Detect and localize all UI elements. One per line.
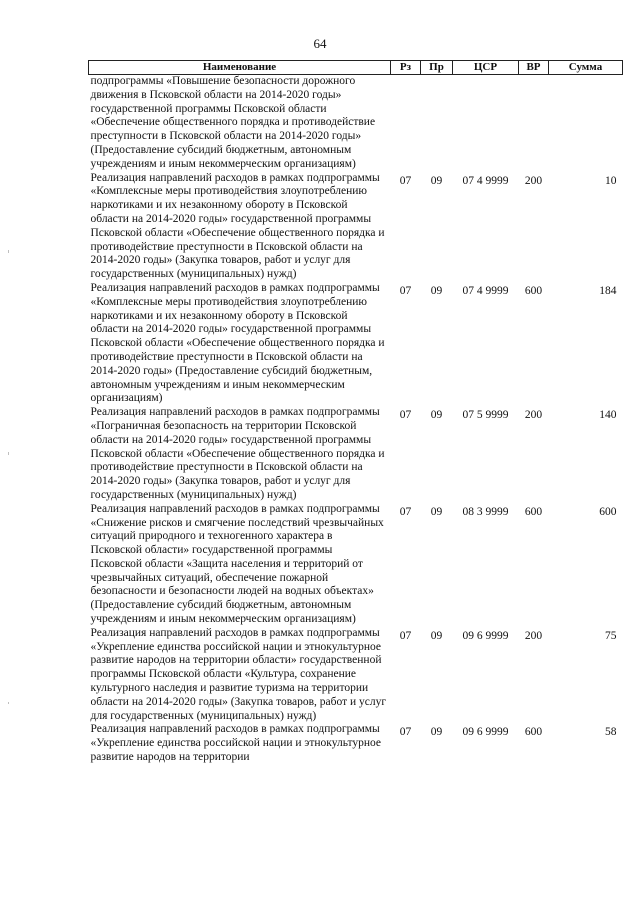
row-vr-cell: 200 bbox=[524, 629, 543, 642]
table-row bbox=[89, 75, 623, 172]
row-pr-cell: 09 bbox=[430, 284, 443, 297]
row-sum-cell: 184 bbox=[599, 284, 617, 297]
row-rz-cell: 07 bbox=[399, 629, 412, 642]
row-vr-cell: 600 bbox=[524, 284, 543, 297]
row-name-cell: Реализация направлений расходов в рамках подпрограммы «Снижение рисков и смягчение последствий чрезвычайных ситуаций природного и техногенного характера в Псковской области» государственной программы Псковской области «Защита населения и территорий от чрезвычайных ситуаций, обеспечение пожарной безопасности и безопасности людей на водных объектах» (Предоставление субсидий бюджетным, автономным учреждениям и иным некоммерческим организациям) bbox=[90, 502, 384, 626]
budget-table-container bbox=[88, 60, 622, 765]
row-sum-cell: 600 bbox=[599, 505, 617, 518]
row-csr-cell: 07 4 9999 bbox=[462, 174, 509, 187]
row-name-cell: Реализация направлений расходов в рамках подпрограммы «Пограничная безопасность на территории Псковской области на 2014-2020 годы» государственной программы Псковской области «Обеспечение общественного порядка и противодействие преступности в Псковской области на 2014-2020 годы» (Закупка товаров, работ и услуг для государственных (муниципальных) нужд) bbox=[90, 406, 385, 501]
row-sum-cell bbox=[549, 75, 623, 172]
row-vr-cell: 200 bbox=[524, 409, 543, 422]
row-name-cell: Реализация направлений расходов в рамках подпрограммы «Комплексные меры противодействия злоупотреблению наркотиками и их незаконному обороту в Псковской области на 2014-2020 годы» государственной программы Псковской области «Обеспечение общественного порядка и противодействие преступности в Псковской области на 2014-2020 годы» (Предоставление субсидий бюджетным, автономным учреждениям и иным некоммерческим организациям) bbox=[90, 281, 385, 405]
row-name-cell: подпрограммы «Повышение безопасности дорожного движения в Псковской области на 2014-2020 годы» государственной программы Псковской области «Обеспечение общественного порядка и противодействие преступности в Псковской области на 2014-2020 годы» (Предоставление субсидий бюджетным, автономным учреждениям и иным некоммерческим организациям) bbox=[90, 75, 376, 170]
table-row bbox=[89, 503, 623, 627]
row-sum-cell: 58 bbox=[605, 726, 617, 739]
row-csr-cell: 07 5 9999 bbox=[462, 409, 509, 422]
row-name-cell: Реализация направлений расходов в рамках подпрограммы «Укрепление единства российской нации и этнокультурное развитие народов на территории bbox=[90, 723, 382, 764]
row-csr-cell: 09 6 9999 bbox=[462, 629, 509, 642]
row-pr-cell: 09 bbox=[430, 726, 443, 739]
budget-table bbox=[88, 60, 623, 765]
row-pr-cell: 09 bbox=[430, 505, 443, 518]
header-vr: ВР bbox=[519, 61, 549, 75]
row-csr-cell: 09 6 9999 bbox=[462, 726, 509, 739]
header-rz: Рз bbox=[391, 61, 421, 75]
row-csr-cell bbox=[453, 75, 519, 172]
row-rz-cell: 07 bbox=[399, 505, 412, 518]
row-rz-cell: 07 bbox=[399, 284, 412, 297]
table-body bbox=[89, 75, 623, 765]
row-rz-cell: 07 bbox=[399, 409, 412, 422]
header-pr: Пр bbox=[421, 61, 453, 75]
row-pr-cell: 09 bbox=[430, 409, 443, 422]
header-name: Наименование bbox=[89, 61, 391, 75]
header-csr: ЦСР bbox=[453, 61, 519, 75]
row-sum-cell: 10 bbox=[605, 174, 617, 187]
row-vr-cell: 200 bbox=[524, 174, 543, 187]
table-row bbox=[89, 406, 623, 503]
row-sum-cell: 140 bbox=[599, 409, 617, 422]
header-row bbox=[89, 61, 623, 75]
scan-edge-mark bbox=[8, 702, 9, 704]
row-vr-cell bbox=[519, 75, 549, 172]
row-vr-cell: 600 bbox=[524, 505, 543, 518]
scan-edge-mark bbox=[8, 452, 9, 455]
row-pr-cell bbox=[421, 75, 453, 172]
row-vr-cell: 600 bbox=[524, 726, 543, 739]
table-row bbox=[89, 282, 623, 406]
row-name-cell: Реализация направлений расходов в рамках подпрограммы «Укрепление единства российской нации и этнокультурное развитие народов на территории области» государственной программы Псковской области «Культура, сохранение культурного наследия и развитие туризма на территории области на 2014-2020 годы» (Закупка товаров, работ и услуг для государственных (муниципальных) нужд) bbox=[90, 626, 387, 722]
scan-edge-mark bbox=[8, 250, 9, 253]
row-csr-cell: 08 3 9999 bbox=[462, 505, 509, 518]
table-row bbox=[89, 172, 623, 282]
row-rz-cell bbox=[391, 75, 421, 172]
row-rz-cell: 07 bbox=[399, 726, 412, 739]
row-sum-cell: 75 bbox=[605, 629, 617, 642]
row-pr-cell: 09 bbox=[430, 629, 443, 642]
row-pr-cell: 09 bbox=[430, 174, 443, 187]
page-number: 64 bbox=[313, 36, 327, 51]
row-name-cell: Реализация направлений расходов в рамках подпрограммы «Комплексные меры противодействия злоупотреблению наркотиками и их незаконному обороту в Псковской области на 2014-2020 годы» государственной программы Псковской области «Обеспечение общественного порядка и противодействие преступности в Псковской области на 2014-2020 годы» (Закупка товаров, работ и услуг для государственных (муниципальных) нужд) bbox=[90, 171, 385, 281]
table-header bbox=[89, 61, 623, 75]
row-rz-cell: 07 bbox=[399, 174, 412, 187]
table-row bbox=[89, 627, 623, 724]
table-row bbox=[89, 723, 623, 764]
row-csr-cell: 07 4 9999 bbox=[462, 284, 509, 297]
header-sum: Сумма bbox=[549, 61, 623, 75]
